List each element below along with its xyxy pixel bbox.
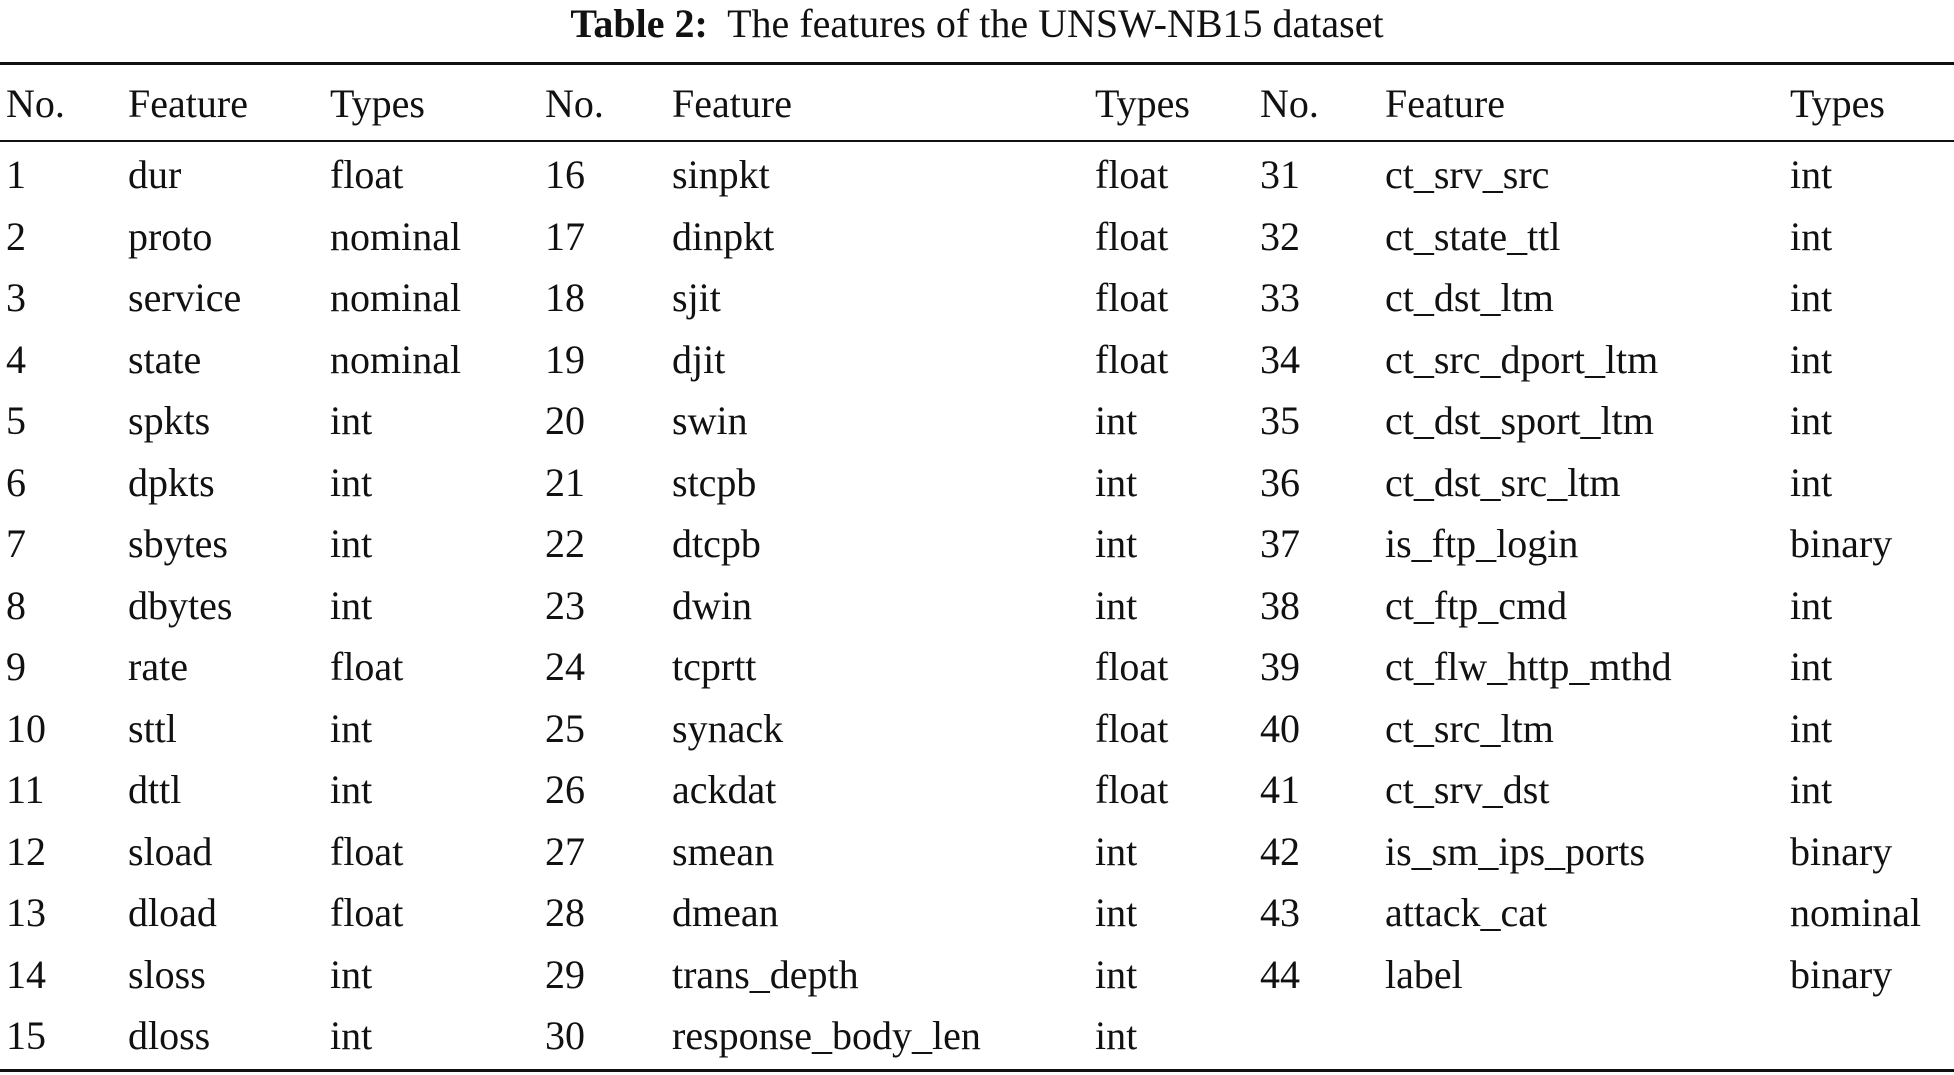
cell-type: int xyxy=(1095,398,1138,443)
cell-type: int xyxy=(330,582,373,628)
cell-no: 7 xyxy=(6,521,26,566)
cell-type: float xyxy=(1095,767,1169,812)
cell-feature: proto xyxy=(128,213,213,259)
cell-no: 14 xyxy=(6,951,46,997)
cell-no: 20 xyxy=(545,398,585,443)
cell-no: 9 xyxy=(6,644,26,689)
table-row xyxy=(0,821,1954,882)
cell-feature: service xyxy=(128,275,242,320)
cell-type: int xyxy=(1790,213,1833,259)
cell-type: int xyxy=(1790,767,1833,812)
cell-no: 23 xyxy=(545,582,585,628)
cell-no: 31 xyxy=(1260,152,1300,197)
table-caption xyxy=(0,0,1954,46)
cell-type: float xyxy=(1095,644,1169,689)
cell-no: 8 xyxy=(6,582,26,628)
cell-feature: djit xyxy=(672,336,726,382)
cell-feature: ct_dst_ltm xyxy=(1385,275,1554,320)
cell-feature: tcprtt xyxy=(672,644,757,689)
cell-type: float xyxy=(330,828,404,874)
cell-type: int xyxy=(330,459,373,505)
cell-feature: synack xyxy=(672,705,784,751)
cell-no: 13 xyxy=(6,890,46,935)
cell-feature: sttl xyxy=(128,705,177,751)
cell-feature: response_body_len xyxy=(672,1013,981,1058)
cell-no: 10 xyxy=(6,705,46,751)
header-types: Types xyxy=(1790,81,1885,126)
cell-feature: dttl xyxy=(128,767,182,812)
table-row xyxy=(0,390,1954,451)
cell-type: binary xyxy=(1790,828,1893,874)
cell-no: 25 xyxy=(545,705,585,751)
cell-feature: ct_srv_src xyxy=(1385,152,1550,197)
bottom-rule xyxy=(0,1069,1954,1072)
table-row xyxy=(0,267,1954,328)
cell-no: 40 xyxy=(1260,705,1300,751)
cell-no: 34 xyxy=(1260,336,1300,382)
cell-feature: stcpb xyxy=(672,459,757,505)
cell-feature: dload xyxy=(128,890,217,935)
cell-type: int xyxy=(1095,1013,1138,1058)
cell-feature: ct_flw_http_mthd xyxy=(1385,644,1672,689)
cell-type: int xyxy=(330,705,373,751)
cell-feature: swin xyxy=(672,398,748,443)
cell-no: 32 xyxy=(1260,213,1300,259)
cell-type: int xyxy=(1095,951,1138,997)
cell-no: 16 xyxy=(545,152,585,197)
table-caption-label: Table 2: xyxy=(570,1,708,46)
cell-type: float xyxy=(1095,336,1169,382)
cell-feature: ct_src_ltm xyxy=(1385,705,1554,751)
cell-feature: attack_cat xyxy=(1385,890,1548,935)
header-no: No. xyxy=(1260,81,1319,126)
cell-type: binary xyxy=(1790,521,1893,566)
cell-no: 18 xyxy=(545,275,585,320)
cell-no: 17 xyxy=(545,213,585,259)
cell-type: float xyxy=(330,644,404,689)
cell-no: 30 xyxy=(545,1013,585,1058)
cell-no: 39 xyxy=(1260,644,1300,689)
cell-feature: ct_ftp_cmd xyxy=(1385,582,1568,628)
table-row xyxy=(0,882,1954,943)
cell-type: int xyxy=(1095,459,1138,505)
cell-no: 41 xyxy=(1260,767,1300,812)
cell-no: 24 xyxy=(545,644,585,689)
table-row xyxy=(0,575,1954,636)
cell-no: 37 xyxy=(1260,521,1300,566)
cell-type: int xyxy=(1095,582,1138,628)
cell-feature: ackdat xyxy=(672,767,777,812)
cell-type: binary xyxy=(1790,951,1893,997)
cell-no: 3 xyxy=(6,275,26,320)
header-rule xyxy=(0,140,1954,142)
cell-feature: rate xyxy=(128,644,188,689)
cell-no: 4 xyxy=(6,336,26,382)
cell-feature: ct_dst_src_ltm xyxy=(1385,459,1621,505)
cell-feature: sjit xyxy=(672,275,721,320)
cell-type: float xyxy=(1095,152,1169,197)
header-types: Types xyxy=(1095,81,1190,126)
cell-no: 35 xyxy=(1260,398,1300,443)
cell-type: int xyxy=(1790,459,1833,505)
cell-type: float xyxy=(330,890,404,935)
cell-no: 43 xyxy=(1260,890,1300,935)
cell-no: 33 xyxy=(1260,275,1300,320)
header-no: No. xyxy=(545,81,604,126)
cell-type: int xyxy=(330,398,373,443)
cell-no: 15 xyxy=(6,1013,46,1058)
header-types: Types xyxy=(330,81,425,126)
header-feature: Feature xyxy=(128,81,248,126)
cell-type: int xyxy=(1095,521,1138,566)
cell-type: int xyxy=(1095,890,1138,935)
cell-feature: spkts xyxy=(128,398,211,443)
cell-type: int xyxy=(330,521,373,566)
cell-type: int xyxy=(1790,644,1833,689)
cell-type: int xyxy=(330,767,373,812)
cell-feature: state xyxy=(128,336,202,382)
header-feature: Feature xyxy=(672,81,792,126)
cell-feature: ct_srv_dst xyxy=(1385,767,1550,812)
cell-type: int xyxy=(330,1013,373,1058)
cell-feature: dur xyxy=(128,152,182,197)
cell-feature: dwin xyxy=(672,582,752,628)
cell-type: float xyxy=(1095,705,1169,751)
cell-type: nominal xyxy=(330,213,462,259)
cell-feature: ct_state_ttl xyxy=(1385,213,1561,259)
cell-no: 21 xyxy=(545,459,585,505)
cell-type: nominal xyxy=(330,336,462,382)
cell-type: float xyxy=(1095,213,1169,259)
cell-no: 19 xyxy=(545,336,585,382)
cell-no: 1 xyxy=(6,152,26,197)
cell-feature: is_sm_ips_ports xyxy=(1385,828,1646,874)
cell-type: int xyxy=(330,951,373,997)
cell-feature: label xyxy=(1385,951,1463,997)
cell-feature: dmean xyxy=(672,890,779,935)
header-no: No. xyxy=(6,81,65,126)
cell-type: float xyxy=(330,152,404,197)
cell-no: 5 xyxy=(6,398,26,443)
cell-no: 27 xyxy=(545,828,585,874)
cell-type: int xyxy=(1790,705,1833,751)
cell-type: nominal xyxy=(1790,890,1922,935)
cell-feature: sinpkt xyxy=(672,152,770,197)
table-row xyxy=(0,636,1954,697)
cell-feature: smean xyxy=(672,828,775,874)
cell-type: int xyxy=(1790,582,1833,628)
cell-no: 29 xyxy=(545,951,585,997)
cell-type: float xyxy=(1095,275,1169,320)
cell-no: 38 xyxy=(1260,582,1300,628)
cell-type: int xyxy=(1790,275,1833,320)
cell-no: 6 xyxy=(6,459,26,505)
table-row xyxy=(0,1005,1954,1066)
table-caption-text: The features of the UNSW-NB15 dataset xyxy=(727,1,1384,46)
cell-feature: sloss xyxy=(128,951,206,997)
table-row xyxy=(0,944,1954,1005)
cell-no: 44 xyxy=(1260,951,1300,997)
header-row xyxy=(0,65,1954,140)
cell-feature: dinpkt xyxy=(672,213,775,259)
cell-feature: trans_depth xyxy=(672,951,859,997)
cell-no: 2 xyxy=(6,213,26,259)
cell-type: int xyxy=(1790,398,1833,443)
cell-feature: dtcpb xyxy=(672,521,761,566)
cell-no: 26 xyxy=(545,767,585,812)
table-row xyxy=(0,698,1954,759)
cell-feature: ct_src_dport_ltm xyxy=(1385,336,1659,382)
cell-no: 22 xyxy=(545,521,585,566)
table-row xyxy=(0,144,1954,205)
cell-no: 12 xyxy=(6,828,46,874)
cell-type: int xyxy=(1095,828,1138,874)
cell-feature: ct_dst_sport_ltm xyxy=(1385,398,1654,443)
cell-feature: sload xyxy=(128,828,213,874)
header-feature: Feature xyxy=(1385,81,1505,126)
cell-no: 42 xyxy=(1260,828,1300,874)
cell-feature: sbytes xyxy=(128,521,228,566)
cell-feature: dloss xyxy=(128,1013,211,1058)
table-row xyxy=(0,759,1954,820)
cell-type: int xyxy=(1790,336,1833,382)
table-row xyxy=(0,452,1954,513)
cell-no: 28 xyxy=(545,890,585,935)
cell-feature: is_ftp_login xyxy=(1385,521,1579,566)
table-row xyxy=(0,513,1954,574)
cell-type: int xyxy=(1790,152,1833,197)
cell-type: nominal xyxy=(330,275,462,320)
cell-no: 11 xyxy=(6,767,45,812)
table-row xyxy=(0,329,1954,390)
cell-no: 36 xyxy=(1260,459,1300,505)
table-row xyxy=(0,206,1954,267)
cell-feature: dpkts xyxy=(128,459,215,505)
cell-feature: dbytes xyxy=(128,582,233,628)
